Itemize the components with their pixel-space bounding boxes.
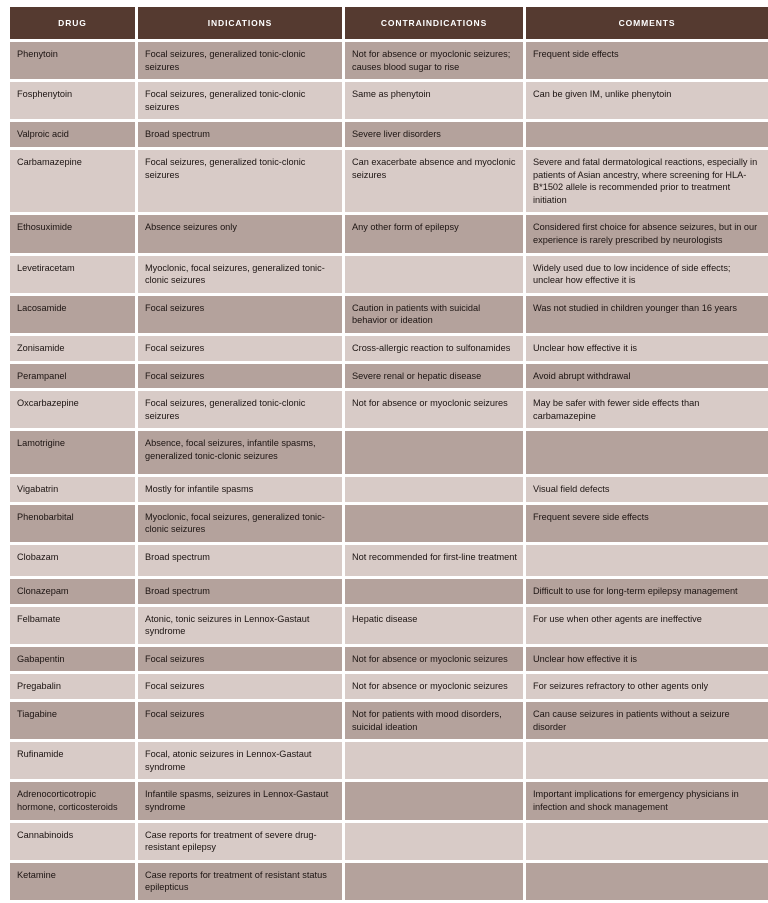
cell-drug: Felbamate — [10, 607, 135, 644]
cell-comments: Difficult to use for long-term epilepsy management — [526, 579, 768, 604]
cell-comments — [526, 823, 768, 860]
cell-contraindications: Not for absence or myoclonic seizures — [345, 647, 523, 672]
column-header-comments: COMMENTS — [526, 7, 768, 39]
table-row — [10, 545, 768, 576]
cell-comments: Was not studied in children younger than 16 years — [526, 296, 768, 333]
cell-contraindications — [345, 863, 523, 900]
cell-indications: Focal seizures — [138, 364, 342, 389]
cell-drug: Clobazam — [10, 545, 135, 576]
cell-indications: Focal seizures — [138, 296, 342, 333]
cell-contraindications: Any other form of epilepsy — [345, 215, 523, 252]
cell-contraindications: Not for absence or myoclonic seizures — [345, 674, 523, 699]
cell-indications: Focal seizures — [138, 647, 342, 672]
cell-indications: Myoclonic, focal seizures, generalized tonic-clonic seizures — [138, 505, 342, 542]
cell-drug: Gabapentin — [10, 647, 135, 672]
table-row — [10, 256, 768, 293]
table-row — [10, 702, 768, 739]
cell-indications: Focal, atonic seizures in Lennox-Gastaut syndrome — [138, 742, 342, 779]
cell-drug: Lacosamide — [10, 296, 135, 333]
header-row — [10, 7, 768, 39]
table-row — [10, 42, 768, 79]
cell-indications: Myoclonic, focal seizures, generalized tonic-clonic seizures — [138, 256, 342, 293]
table-row — [10, 782, 768, 819]
table-row — [10, 215, 768, 252]
cell-drug: Carbamazepine — [10, 150, 135, 212]
table-row — [10, 863, 768, 900]
cell-indications: Focal seizures, generalized tonic-clonic seizures — [138, 391, 342, 428]
cell-comments — [526, 863, 768, 900]
cell-contraindications: Not recommended for first-line treatment — [345, 545, 523, 576]
cell-indications: Broad spectrum — [138, 545, 342, 576]
cell-drug: Zonisamide — [10, 336, 135, 361]
cell-comments — [526, 545, 768, 576]
table-row — [10, 336, 768, 361]
cell-comments: For use when other agents are ineffective — [526, 607, 768, 644]
table-row — [10, 364, 768, 389]
cell-drug: Pregabalin — [10, 674, 135, 699]
table-row — [10, 477, 768, 502]
cell-drug: Phenobarbital — [10, 505, 135, 542]
cell-drug: Clonazepam — [10, 579, 135, 604]
cell-indications: Broad spectrum — [138, 122, 342, 147]
cell-drug: Ethosuximide — [10, 215, 135, 252]
cell-drug: Valproic acid — [10, 122, 135, 147]
cell-drug: Perampanel — [10, 364, 135, 389]
cell-contraindications — [345, 256, 523, 293]
cell-indications: Broad spectrum — [138, 579, 342, 604]
cell-indications: Focal seizures — [138, 674, 342, 699]
cell-drug: Levetiracetam — [10, 256, 135, 293]
cell-contraindications — [345, 579, 523, 604]
cell-contraindications: Not for absence or myoclonic seizures; causes blood sugar to rise — [345, 42, 523, 79]
table-row — [10, 579, 768, 604]
cell-drug: Phenytoin — [10, 42, 135, 79]
cell-drug: Tiagabine — [10, 702, 135, 739]
cell-indications: Absence, focal seizures, infantile spasms, generalized tonic-clonic seizures — [138, 431, 342, 474]
cell-drug: Adrenocorticotropic hormone, corticosteroids — [10, 782, 135, 819]
cell-comments: Unclear how effective it is — [526, 336, 768, 361]
cell-indications: Absence seizures only — [138, 215, 342, 252]
cell-indications: Infantile spasms, seizures in Lennox-Gastaut syndrome — [138, 782, 342, 819]
cell-contraindications: Severe renal or hepatic disease — [345, 364, 523, 389]
cell-comments: Widely used due to low incidence of side effects; unclear how effective it is — [526, 256, 768, 293]
cell-comments — [526, 742, 768, 779]
cell-drug: Cannabinoids — [10, 823, 135, 860]
cell-contraindications: Cross-allergic reaction to sulfonamides — [345, 336, 523, 361]
cell-indications: Focal seizures, generalized tonic-clonic seizures — [138, 150, 342, 212]
cell-contraindications: Can exacerbate absence and myoclonic seizures — [345, 150, 523, 212]
table-row — [10, 823, 768, 860]
cell-comments — [526, 122, 768, 147]
table-header — [10, 7, 768, 39]
cell-comments: May be safer with fewer side effects than carbamazepine — [526, 391, 768, 428]
cell-drug: Ketamine — [10, 863, 135, 900]
table-row — [10, 150, 768, 212]
cell-contraindications: Severe liver disorders — [345, 122, 523, 147]
table-row — [10, 122, 768, 147]
cell-indications: Focal seizures — [138, 336, 342, 361]
cell-contraindications: Caution in patients with suicidal behavior or ideation — [345, 296, 523, 333]
cell-contraindications — [345, 823, 523, 860]
cell-contraindications — [345, 431, 523, 474]
cell-comments: For seizures refractory to other agents only — [526, 674, 768, 699]
table-row — [10, 607, 768, 644]
antiepileptic-drug-table — [7, 4, 768, 903]
cell-indications: Case reports for treatment of severe drug-resistant epilepsy — [138, 823, 342, 860]
cell-contraindications: Same as phenytoin — [345, 82, 523, 119]
cell-contraindications — [345, 505, 523, 542]
table-row — [10, 82, 768, 119]
cell-indications: Focal seizures — [138, 702, 342, 739]
table-row — [10, 391, 768, 428]
table-row — [10, 431, 768, 474]
cell-contraindications — [345, 782, 523, 819]
cell-comments: Can cause seizures in patients without a seizure disorder — [526, 702, 768, 739]
cell-indications: Atonic, tonic seizures in Lennox-Gastaut syndrome — [138, 607, 342, 644]
cell-comments — [526, 431, 768, 474]
column-header-contraindications: CONTRAINDICATIONS — [345, 7, 523, 39]
table-row — [10, 296, 768, 333]
cell-contraindications: Hepatic disease — [345, 607, 523, 644]
column-header-drug: DRUG — [10, 7, 135, 39]
cell-comments: Important implications for emergency physicians in infection and shock management — [526, 782, 768, 819]
cell-indications: Focal seizures, generalized tonic-clonic seizures — [138, 42, 342, 79]
cell-drug: Lamotrigine — [10, 431, 135, 474]
cell-comments: Considered first choice for absence seizures, but in our experience is rarely prescribed by neurologists — [526, 215, 768, 252]
cell-contraindications: Not for patients with mood disorders, suicidal ideation — [345, 702, 523, 739]
cell-comments: Severe and fatal dermatological reactions, especially in patients of Asian ancestry, where screening for HLA-B*1502 allele is recommended prior to treatment initiation — [526, 150, 768, 212]
cell-indications: Focal seizures, generalized tonic-clonic seizures — [138, 82, 342, 119]
cell-comments: Frequent side effects — [526, 42, 768, 79]
cell-contraindications — [345, 477, 523, 502]
cell-comments: Avoid abrupt withdrawal — [526, 364, 768, 389]
cell-comments: Frequent severe side effects — [526, 505, 768, 542]
cell-comments: Can be given IM, unlike phenytoin — [526, 82, 768, 119]
table-row — [10, 647, 768, 672]
cell-indications: Mostly for infantile spasms — [138, 477, 342, 502]
cell-drug: Rufinamide — [10, 742, 135, 779]
cell-drug: Oxcarbazepine — [10, 391, 135, 428]
table-row — [10, 505, 768, 542]
cell-indications: Case reports for treatment of resistant status epilepticus — [138, 863, 342, 900]
table-row — [10, 674, 768, 699]
cell-contraindications: Not for absence or myoclonic seizures — [345, 391, 523, 428]
cell-contraindications — [345, 742, 523, 779]
column-header-indications: INDICATIONS — [138, 7, 342, 39]
cell-drug: Fosphenytoin — [10, 82, 135, 119]
cell-comments: Visual field defects — [526, 477, 768, 502]
table-body — [10, 42, 768, 900]
cell-comments: Unclear how effective it is — [526, 647, 768, 672]
table-row — [10, 742, 768, 779]
cell-drug: Vigabatrin — [10, 477, 135, 502]
